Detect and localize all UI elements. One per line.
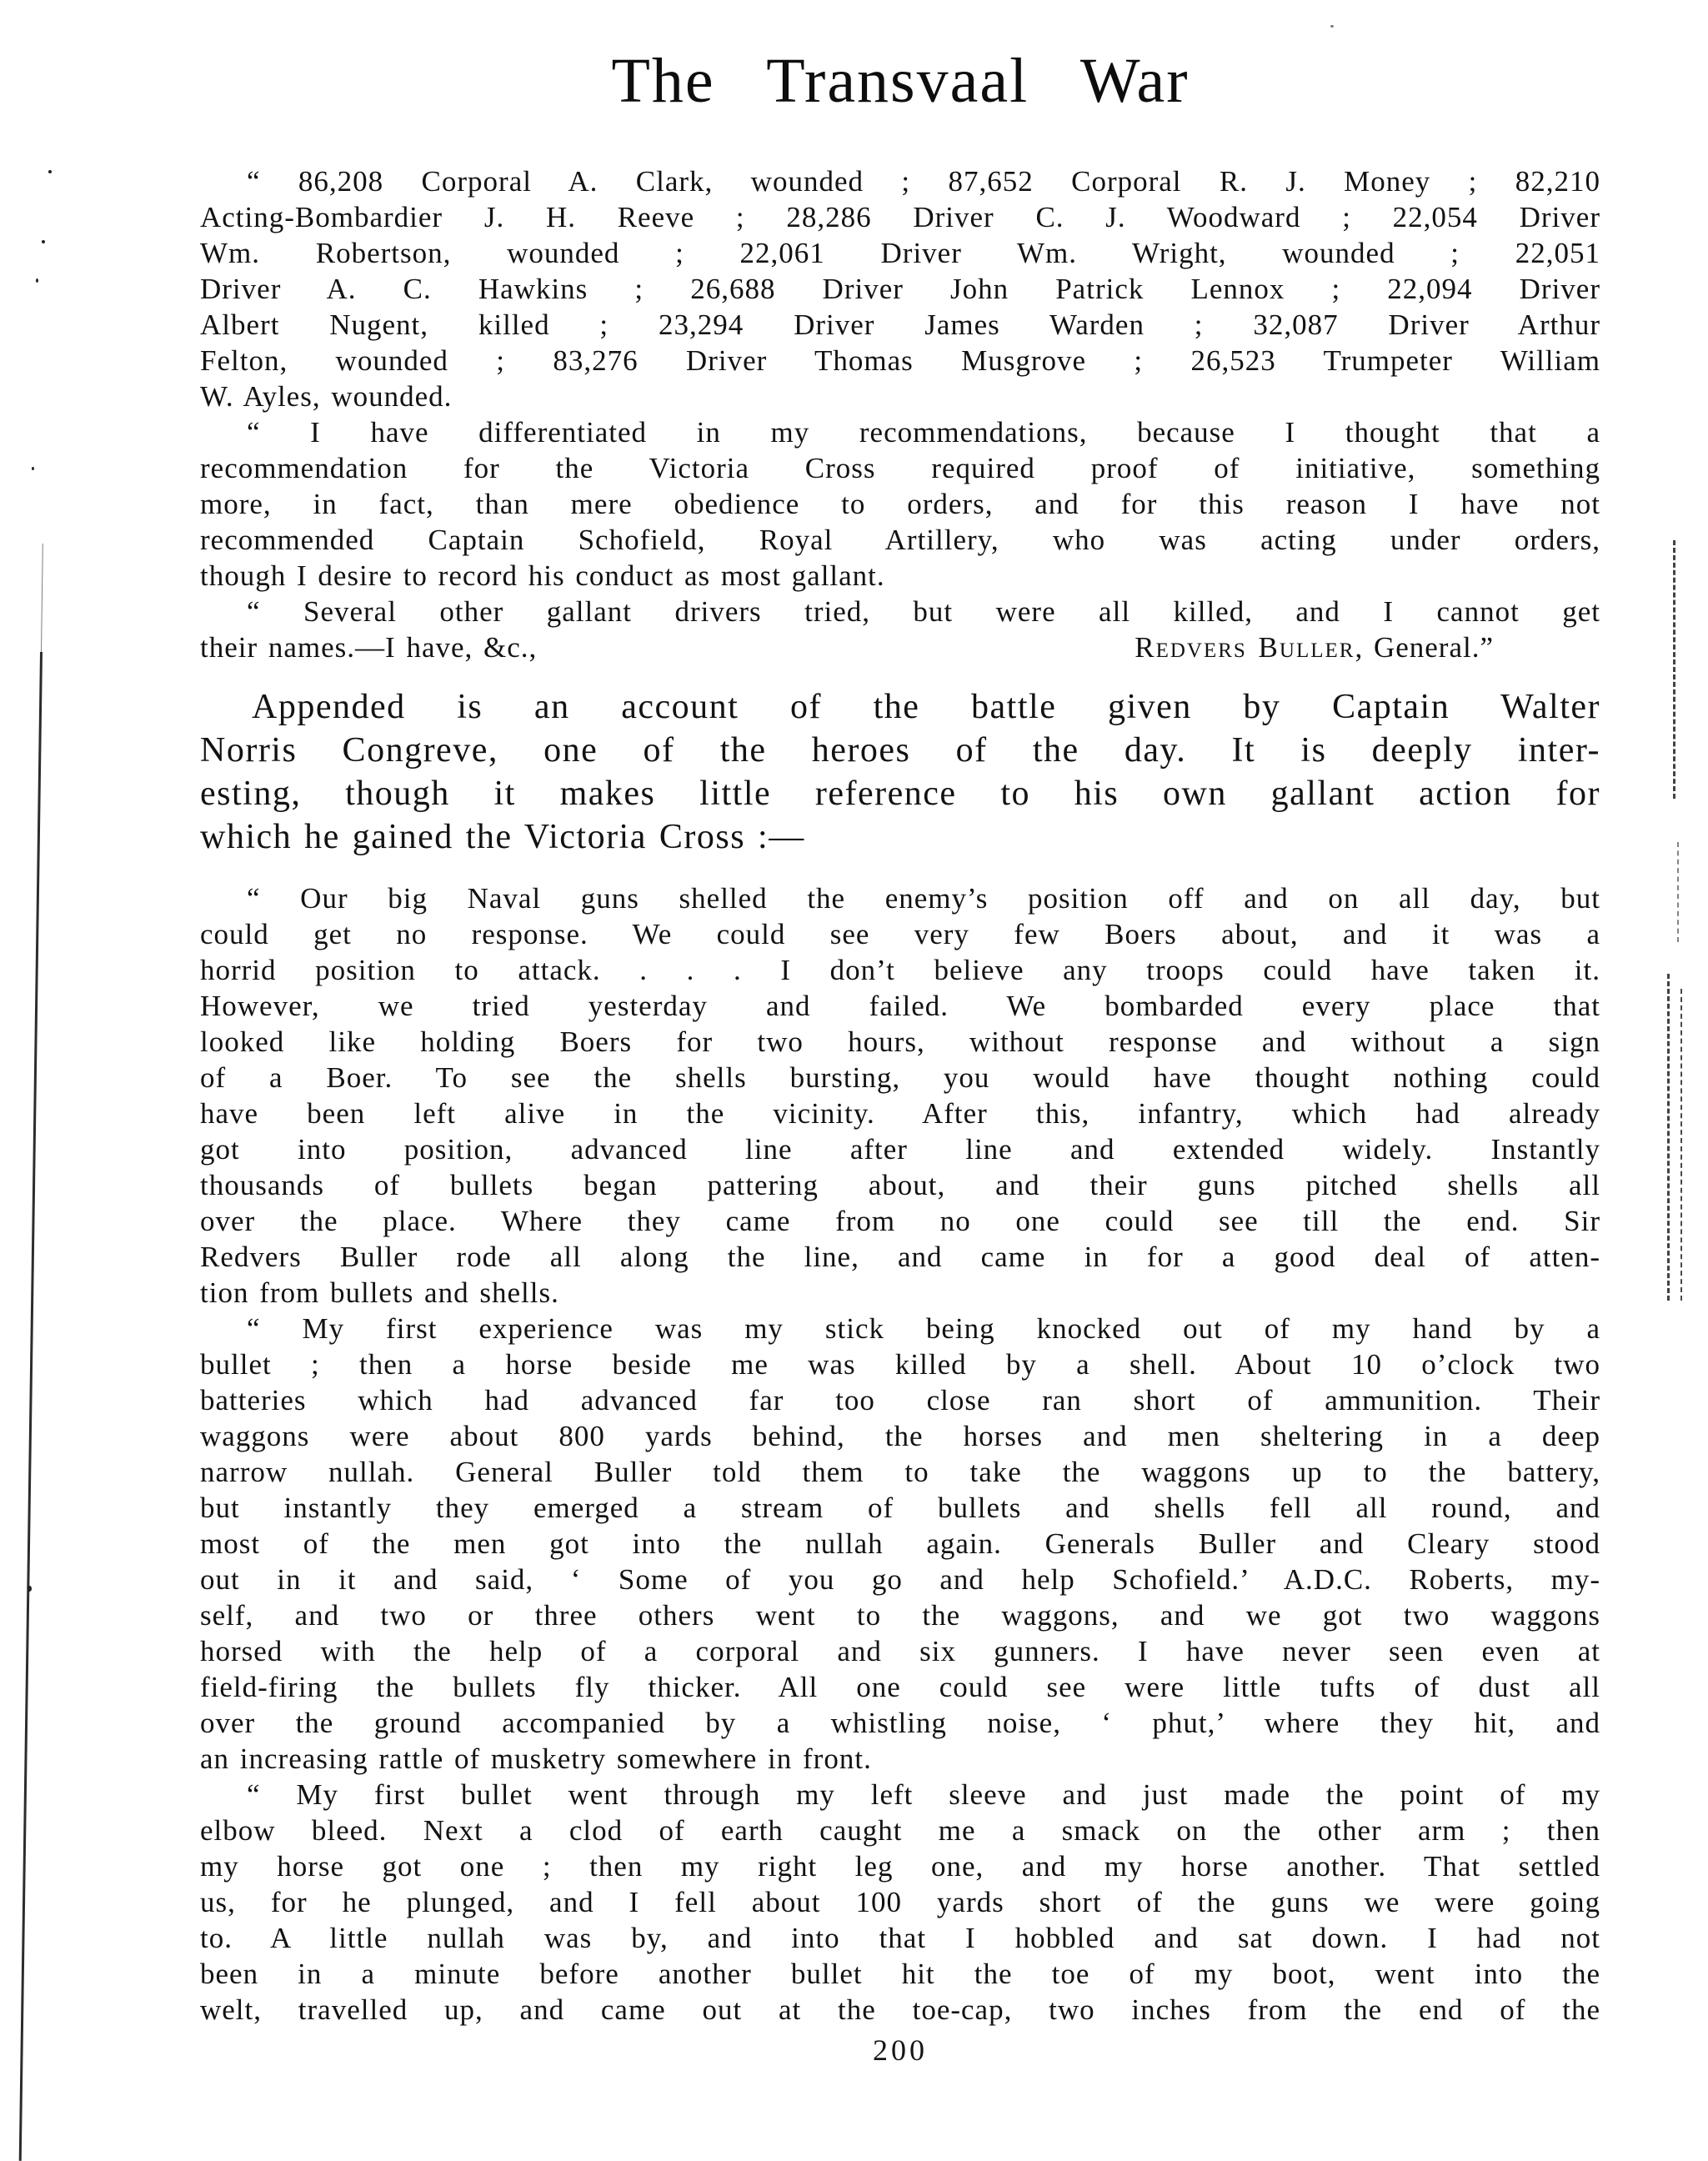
text-line: However, we tried yesterday and failed. We bombarded every place that (200, 990, 1600, 1022)
text-line: over the ground accompanied by a whistling noise, ‘ phut,’ where they hit, and (200, 1707, 1600, 1739)
text-block (200, 163, 1600, 2028)
scan-artifact-margin-mark (1680, 989, 1682, 1301)
scan-artifact-gutter-line (19, 652, 43, 2161)
text-line: most of the men got into the nullah again. Generals Buller and Cleary stood (200, 1527, 1600, 1560)
text-line: though I desire to record his conduct as most gallant. (200, 559, 885, 592)
scan-artifact-speck (28, 1586, 32, 1592)
paragraph (200, 1777, 1600, 2028)
scan-artifact-speck (36, 278, 38, 283)
text-line: esting, though it makes little reference to his own gallant action for (200, 775, 1600, 813)
scan-artifact-speck (1330, 25, 1334, 28)
text-line: more, in fact, than mere obedience to orders, and for this reason I have not (200, 488, 1600, 520)
text-line: Acting-Bombardier J. H. Reeve ; 28,286 Driver C. J. Woodward ; 22,054 Driver (200, 201, 1600, 233)
paragraph (200, 163, 1600, 414)
scan-artifact-margin-mark (1667, 974, 1670, 1301)
paragraph (200, 594, 1600, 665)
text-line: elbow bleed. Next a clod of earth caught me a smack on the other arm ; then (200, 1814, 1600, 1847)
paragraph (200, 685, 1600, 859)
text-line: thousands of bullets began pattering about, and their guns pitched shells all (200, 1169, 1600, 1201)
text-line: out in it and said, ‘ Some of you go and help Schofield.’ A.D.C. Roberts, my- (200, 1563, 1600, 1596)
signature-line (200, 629, 1600, 665)
text-line: “ Our big Naval guns shelled the enemy’s position off and on all day, but (247, 882, 1600, 915)
text-line: my horse got one ; then my right leg one, and my horse another. That settled (200, 1850, 1600, 1883)
text-line: been in a minute before another bullet hit the toe of my boot, went into the (200, 1958, 1600, 1990)
text-line: of a Boer. To see the shells bursting, you would have thought nothing could (200, 1061, 1600, 1094)
text-line: which he gained the Victoria Cross :— (200, 818, 805, 856)
text-line: “ Several other gallant drivers tried, but were all killed, and I cannot get (247, 595, 1600, 628)
text-line: W. Ayles, wounded. (200, 380, 453, 413)
paragraph (200, 414, 1600, 594)
paragraph (200, 880, 1600, 1311)
text-line: but instantly they emerged a stream of bullets and shells fell all round, and (200, 1492, 1600, 1524)
text-line: looked like holding Boers for two hours, without response and without a sign (200, 1025, 1600, 1058)
page-number: 200 (873, 2033, 928, 2067)
text-line: Albert Nugent, killed ; 23,294 Driver James Warden ; 32,087 Driver Arthur (200, 308, 1600, 341)
text-line: Driver A. C. Hawkins ; 26,688 Driver John Patrick Lennox ; 22,094 Driver (200, 273, 1600, 305)
scan-artifact-margin-mark (1673, 540, 1675, 799)
text-line: Appended is an account of the battle given by Captain Walter (252, 688, 1600, 726)
text-line: “ My first experience was my stick being knocked out of my hand by a (247, 1312, 1600, 1345)
text-line: recommendation for the Victoria Cross required proof of initiative, something (200, 452, 1600, 484)
text-line: waggons were about 800 yards behind, the horses and men sheltering in a deep (200, 1420, 1600, 1452)
text-line: us, for he plunged, and I fell about 100 yards short of the guns we were going (200, 1886, 1600, 1918)
text-line: “ My first bullet went through my left sleeve and just made the point of my (247, 1778, 1600, 1811)
scan-artifact-speck (32, 467, 34, 470)
signature-name: Redvers Buller, General.” (1134, 631, 1494, 664)
text-line: got into position, advanced line after line and extended widely. Instantly (200, 1133, 1600, 1166)
scan-artifact-speck (42, 240, 45, 243)
scan-artifact-margin-mark (1677, 842, 1679, 942)
text-line: could get no response. We could see very few Boers about, and it was a (200, 918, 1600, 950)
scan-artifact-speck (48, 170, 52, 173)
text-line: Wm. Robertson, wounded ; 22,061 Driver Wm. Wright, wounded ; 22,051 (200, 237, 1600, 269)
text-line: horsed with the help of a corporal and six gunners. I have never seen even at (200, 1635, 1600, 1667)
text-line: Redvers Buller rode all along the line, and came in for a good deal of atten- (200, 1241, 1600, 1273)
text-line: recommended Captain Schofield, Royal Artillery, who was acting under orders, (200, 524, 1600, 556)
text-line: over the place. Where they came from no one could see till the end. Sir (200, 1205, 1600, 1237)
page-title: The Transvaal War (611, 46, 1190, 116)
text-line: Felton, wounded ; 83,276 Driver Thomas Musgrove ; 26,523 Trumpeter William (200, 344, 1600, 377)
text-line: “ 86,208 Corporal A. Clark, wounded ; 87,652 Corporal R. J. Money ; 82,210 (247, 165, 1600, 198)
text-line: have been left alive in the vicinity. After this, infantry, which had already (200, 1097, 1600, 1130)
text-line: Norris Congreve, one of the heroes of the day. It is deeply inter- (200, 731, 1600, 770)
text-line: self, and two or three others went to the waggons, and we got two waggons (200, 1599, 1600, 1632)
text-line: an increasing rattle of musketry somewhere in front. (200, 1742, 872, 1775)
text-line: bullet ; then a horse beside me was killed by a shell. About 10 o’clock two (200, 1348, 1600, 1381)
text-line: to. A little nullah was by, and into that I hobbled and sat down. I had not (200, 1922, 1600, 1954)
paragraph (200, 1311, 1600, 1777)
text-line: narrow nullah. General Buller told them to take the waggons up to the battery, (200, 1456, 1600, 1488)
text-line: field-firing the bullets fly thicker. All one could see were little tufts of dust all (200, 1671, 1600, 1703)
text-line: tion from bullets and shells. (200, 1276, 559, 1309)
text-line: batteries which had advanced far too close ran short of ammunition. Their (200, 1384, 1600, 1416)
text-line: welt, travelled up, and came out at the toe-cap, two inches from the end of the (200, 1993, 1600, 2026)
text-line: “ I have differentiated in my recommendations, because I thought that a (247, 416, 1600, 449)
signature-left-text: their names.—I have, &c., (200, 631, 538, 664)
text-line: horrid position to attack. . . . I don’t believe any troops could have taken it. (200, 954, 1600, 986)
